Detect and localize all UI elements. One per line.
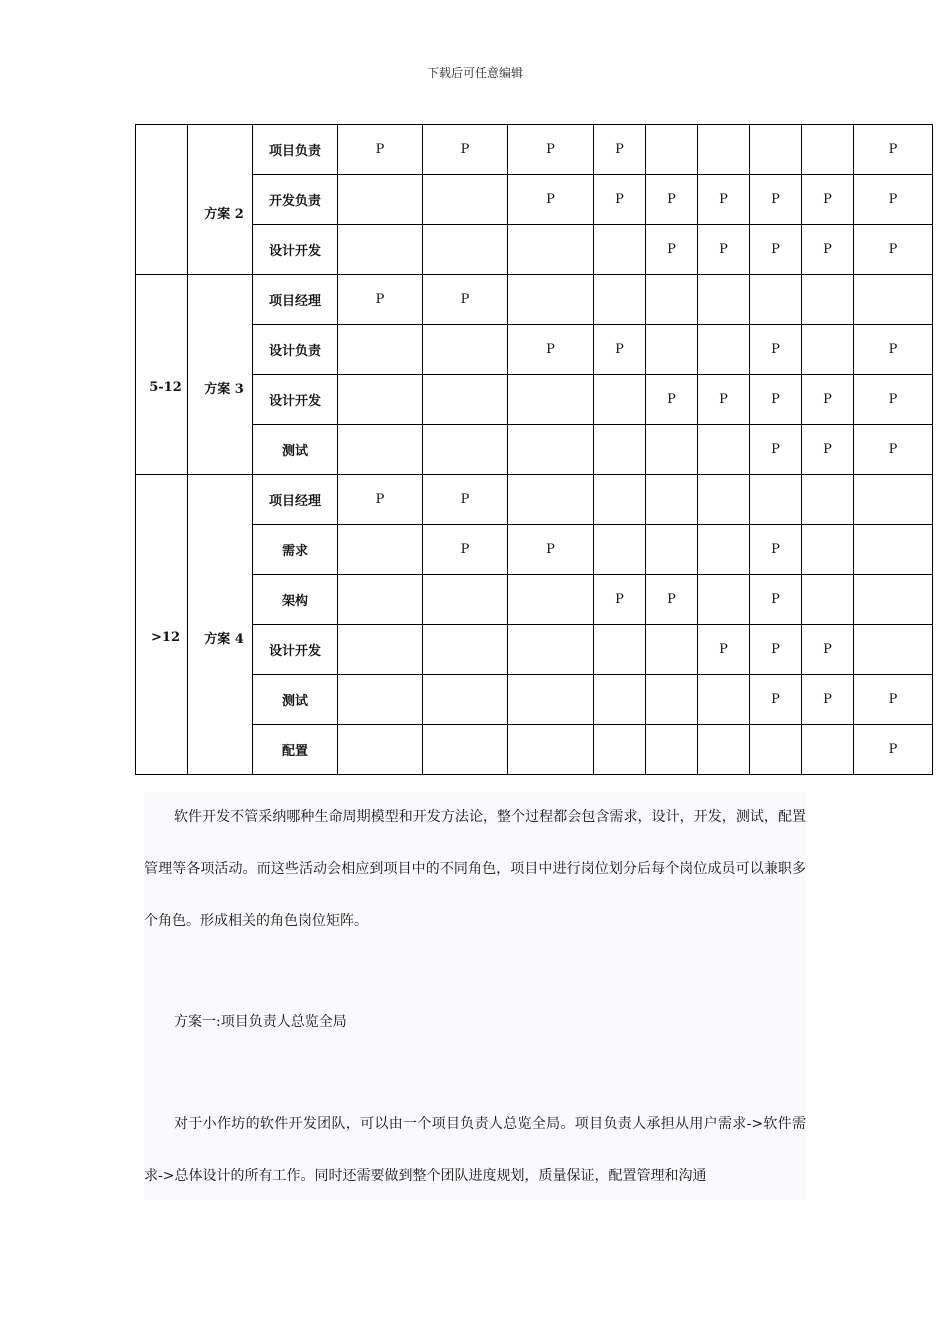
mark-cell <box>646 725 698 775</box>
mark-cell: P <box>594 325 646 375</box>
mark-cell: P <box>802 175 854 225</box>
table-row <box>136 125 933 175</box>
mark-cell: P <box>854 675 933 725</box>
mark-cell <box>750 725 802 775</box>
mark-cell <box>646 675 698 725</box>
role-cell: 项目负责 <box>253 125 338 175</box>
mark-cell: P <box>802 675 854 725</box>
role-cell: 架构 <box>253 575 338 625</box>
mark-cell: P <box>594 175 646 225</box>
mark-cell <box>646 425 698 475</box>
mark-cell <box>594 675 646 725</box>
role-cell: 配置 <box>253 725 338 775</box>
mark-cell: P <box>698 225 750 275</box>
mark-cell <box>423 325 508 375</box>
mark-cell <box>854 575 933 625</box>
matrix-body <box>136 125 933 775</box>
mark-cell: P <box>508 325 594 375</box>
mark-cell <box>423 175 508 225</box>
mark-cell <box>594 375 646 425</box>
role-cell: 设计开发 <box>253 625 338 675</box>
role-cell: 项目经理 <box>253 475 338 525</box>
mark-cell <box>423 675 508 725</box>
table-row <box>136 275 933 325</box>
mark-cell <box>802 275 854 325</box>
plan-label: 方案 4 <box>204 632 244 647</box>
mark-cell <box>423 575 508 625</box>
mark-cell <box>646 625 698 675</box>
mark-cell: P <box>423 275 508 325</box>
role-position-matrix <box>135 124 933 775</box>
mark-cell: P <box>802 375 854 425</box>
mark-cell: P <box>698 175 750 225</box>
mark-cell: P <box>750 575 802 625</box>
team-size-label: 5-12 <box>149 380 182 395</box>
mark-cell: P <box>854 325 933 375</box>
mark-cell <box>338 675 423 725</box>
mark-cell: P <box>698 625 750 675</box>
mark-cell: P <box>802 625 854 675</box>
mark-cell <box>508 375 594 425</box>
plan-label: 方案 3 <box>204 382 244 397</box>
mark-cell <box>854 275 933 325</box>
mark-cell <box>750 125 802 175</box>
mark-cell: P <box>750 425 802 475</box>
mark-cell: P <box>508 525 594 575</box>
team-size-cell <box>136 125 188 275</box>
mark-cell <box>508 575 594 625</box>
mark-cell <box>423 425 508 475</box>
plan-cell <box>188 275 253 475</box>
mark-cell <box>698 125 750 175</box>
mark-cell <box>750 275 802 325</box>
team-size-cell <box>136 475 188 775</box>
mark-cell <box>423 225 508 275</box>
role-cell: 项目经理 <box>253 275 338 325</box>
mark-cell <box>508 275 594 325</box>
mark-cell: P <box>750 525 802 575</box>
mark-cell <box>508 625 594 675</box>
plan-label: 方案 2 <box>204 207 244 222</box>
mark-cell <box>594 725 646 775</box>
mark-cell <box>423 625 508 675</box>
role-cell: 需求 <box>253 525 338 575</box>
table-row <box>136 725 933 775</box>
plan-cell <box>188 475 253 775</box>
mark-cell <box>646 275 698 325</box>
mark-cell <box>423 375 508 425</box>
mark-cell <box>646 325 698 375</box>
table-row <box>136 475 933 525</box>
mark-cell <box>338 525 423 575</box>
mark-cell: P <box>854 125 933 175</box>
mark-cell: P <box>646 175 698 225</box>
mark-cell <box>698 475 750 525</box>
mark-cell: P <box>508 125 594 175</box>
table-row <box>136 325 933 375</box>
mark-cell <box>508 475 594 525</box>
mark-cell: P <box>423 525 508 575</box>
mark-cell: P <box>854 425 933 475</box>
mark-cell: P <box>423 125 508 175</box>
mark-cell: P <box>594 125 646 175</box>
mark-cell <box>594 225 646 275</box>
mark-cell: P <box>750 225 802 275</box>
role-cell: 测试 <box>253 425 338 475</box>
mark-cell: P <box>750 175 802 225</box>
table-row <box>136 175 933 225</box>
mark-cell <box>423 725 508 775</box>
mark-cell: P <box>802 425 854 475</box>
team-size-label <box>136 187 187 213</box>
mark-cell <box>802 325 854 375</box>
mark-cell: P <box>698 375 750 425</box>
mark-cell: P <box>646 575 698 625</box>
mark-cell: P <box>338 125 423 175</box>
mark-cell <box>594 425 646 475</box>
mark-cell: P <box>854 725 933 775</box>
mark-cell <box>338 175 423 225</box>
mark-cell: P <box>338 275 423 325</box>
mark-cell <box>338 625 423 675</box>
mark-cell: P <box>854 225 933 275</box>
mark-cell: P <box>646 225 698 275</box>
role-cell: 测试 <box>253 675 338 725</box>
mark-cell: P <box>338 475 423 525</box>
mark-cell <box>508 225 594 275</box>
mark-cell <box>698 525 750 575</box>
mark-cell <box>854 625 933 675</box>
mark-cell <box>594 525 646 575</box>
mark-cell <box>338 575 423 625</box>
mark-cell <box>802 125 854 175</box>
mark-cell <box>594 275 646 325</box>
role-cell: 开发负责 <box>253 175 338 225</box>
mark-cell: P <box>854 175 933 225</box>
mark-cell <box>338 325 423 375</box>
mark-cell <box>594 625 646 675</box>
mark-cell <box>802 725 854 775</box>
mark-cell <box>698 325 750 375</box>
mark-cell <box>508 425 594 475</box>
mark-cell: P <box>854 375 933 425</box>
mark-cell <box>854 475 933 525</box>
table-row <box>136 675 933 725</box>
mark-cell <box>338 225 423 275</box>
role-cell: 设计开发 <box>253 375 338 425</box>
mark-cell: P <box>750 675 802 725</box>
mark-cell <box>698 425 750 475</box>
table-row <box>136 525 933 575</box>
mark-cell <box>338 425 423 475</box>
table-row <box>136 625 933 675</box>
mark-cell <box>646 475 698 525</box>
mark-cell: P <box>750 375 802 425</box>
mark-cell <box>802 575 854 625</box>
table-row <box>136 575 933 625</box>
mark-cell <box>646 525 698 575</box>
mark-cell: P <box>594 575 646 625</box>
mark-cell: P <box>750 625 802 675</box>
mark-cell <box>750 475 802 525</box>
mark-cell <box>338 725 423 775</box>
table-row <box>136 425 933 475</box>
page-header: 下载后可任意编辑 <box>426 66 523 80</box>
mark-cell <box>802 525 854 575</box>
mark-cell <box>594 475 646 525</box>
mark-cell <box>698 725 750 775</box>
section-heading-plan-one: 方案一:项目负责人总览全局 <box>174 1014 347 1030</box>
intro-paragraph: 软件开发不管采纳哪种生命周期模型和开发方法论，整个过程都会包含需求，设计，开发，测试，配置管理等各项活动。而这些活动会相应到项目中的不同角色，项目中进行岗位划分后每个岗位成员可以兼职多个角色。形成相关的角色岗位矩阵。 <box>144 809 806 929</box>
team-size-cell <box>136 275 188 475</box>
mark-cell <box>338 375 423 425</box>
table-row <box>136 225 933 275</box>
mark-cell <box>508 725 594 775</box>
mark-cell: P <box>750 325 802 375</box>
mark-cell <box>854 525 933 575</box>
mark-cell <box>698 675 750 725</box>
team-size-label: >12 <box>151 630 180 645</box>
mark-cell <box>698 275 750 325</box>
mark-cell: P <box>423 475 508 525</box>
mark-cell <box>698 575 750 625</box>
mark-cell <box>646 125 698 175</box>
role-cell: 设计开发 <box>253 225 338 275</box>
role-cell: 设计负责 <box>253 325 338 375</box>
mark-cell <box>802 475 854 525</box>
mark-cell: P <box>508 175 594 225</box>
plan-one-paragraph: 对于小作坊的软件开发团队，可以由一个项目负责人总览全局。项目负责人承担从用户需求->软件需求->总体设计的所有工作。同时还需要做到整个团队进度规划，质量保证，配置管理和沟通 <box>144 1116 806 1184</box>
table-row <box>136 375 933 425</box>
mark-cell <box>508 675 594 725</box>
mark-cell: P <box>802 225 854 275</box>
mark-cell: P <box>646 375 698 425</box>
plan-cell <box>188 125 253 275</box>
